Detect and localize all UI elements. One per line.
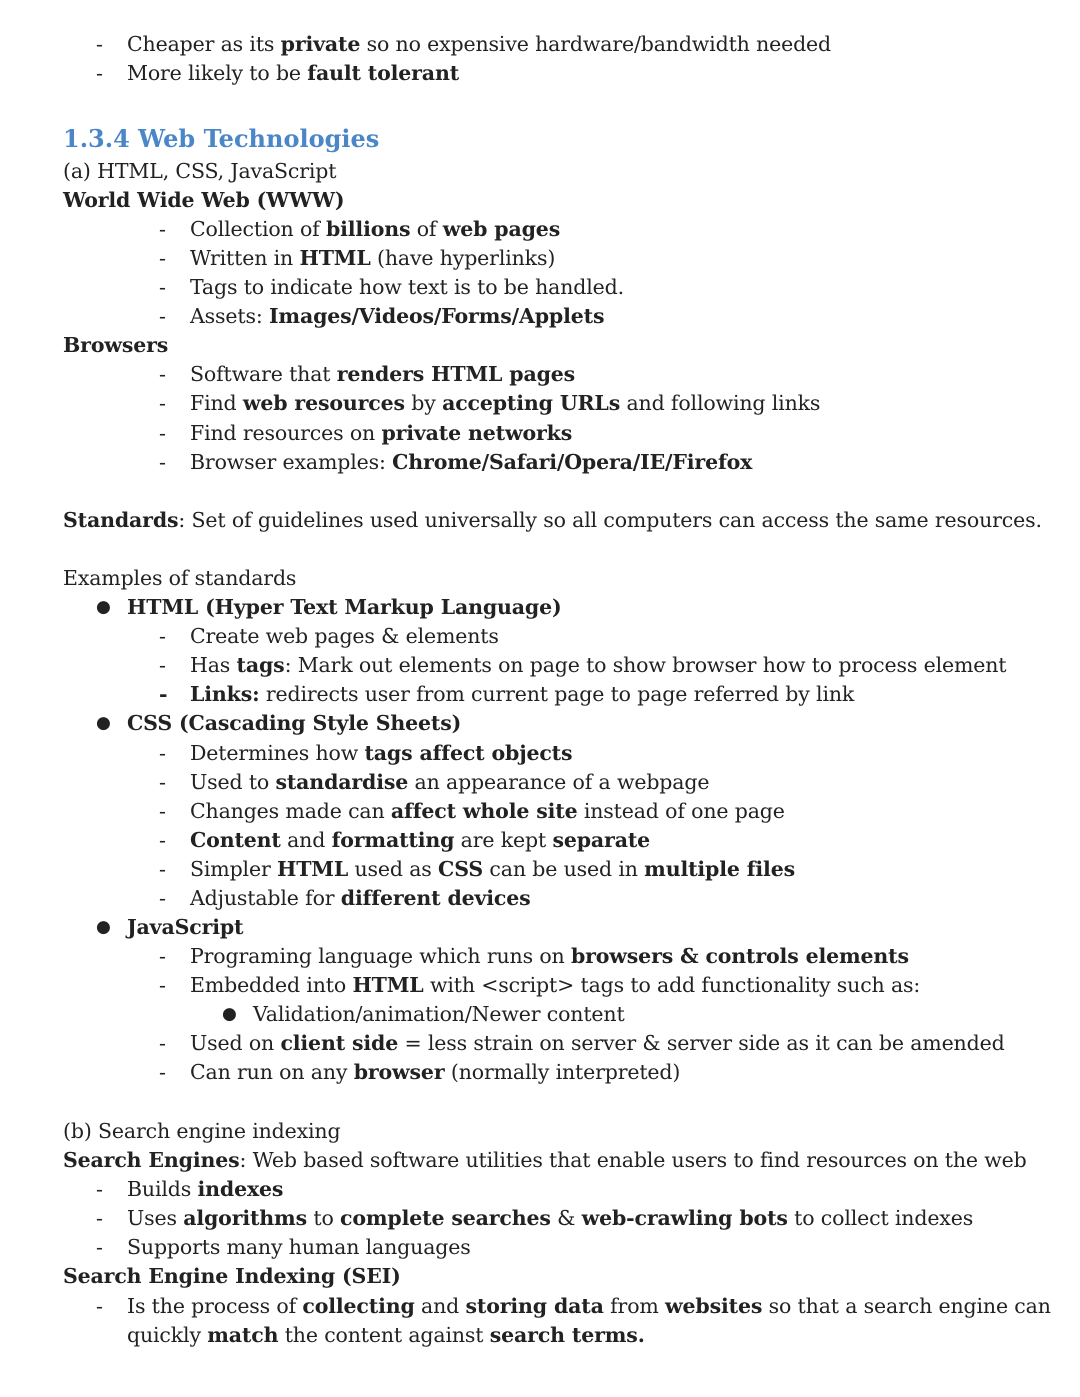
- dash-marker: -: [159, 304, 166, 328]
- dash-marker: -: [159, 450, 166, 474]
- bold-text: different devices: [340, 886, 531, 910]
- bold-text: private networks: [381, 421, 573, 445]
- text-segment: with <script> tags to add functionality such as:: [423, 973, 921, 997]
- bold-text: browser: [353, 1060, 445, 1084]
- list-item: [190, 768, 709, 797]
- text-line: [63, 506, 1042, 535]
- bold-text: web pages: [442, 217, 561, 241]
- text-line: [63, 1117, 340, 1146]
- bullet-marker: ●: [96, 597, 111, 617]
- bold-text: Browsers: [63, 333, 169, 357]
- text-line: [63, 1262, 401, 1291]
- bold-text: complete searches: [340, 1206, 551, 1230]
- text-segment: so that a search engine can: [762, 1294, 1051, 1318]
- list-item: [127, 593, 562, 622]
- text-segment: Used on: [190, 1031, 281, 1055]
- text-segment: &: [550, 1206, 582, 1230]
- dash-marker: -: [159, 944, 166, 968]
- text-segment: Assets:: [190, 304, 269, 328]
- section-heading: 1.3.4 Web Technologies: [63, 124, 380, 153]
- dash-marker: -: [159, 217, 166, 241]
- text-segment: Determines how: [190, 741, 365, 765]
- list-item: [190, 622, 499, 651]
- bold-text: private: [280, 32, 361, 56]
- dash-marker: -: [159, 857, 166, 881]
- list-item: [190, 215, 560, 244]
- bold-text: standardise: [275, 770, 409, 794]
- dash-marker: -: [96, 61, 103, 85]
- bold-text: algorithms: [183, 1206, 307, 1230]
- text-segment: Can run on any: [190, 1060, 354, 1084]
- list-item: [127, 1292, 1051, 1321]
- text-segment: Has: [190, 653, 237, 677]
- list-item: [127, 913, 243, 942]
- bold-text: JavaScript: [127, 915, 244, 939]
- text-segment: the content against: [278, 1323, 490, 1347]
- dash-marker: -: [159, 1060, 166, 1084]
- bold-text: tags: [236, 653, 285, 677]
- text-segment: (b) Search engine indexing: [63, 1119, 341, 1143]
- bold-text: Content: [190, 828, 281, 852]
- list-item: [190, 855, 795, 884]
- text-segment: Changes made can: [190, 799, 391, 823]
- bold-text: client side: [280, 1031, 399, 1055]
- dash-marker: -: [159, 624, 166, 648]
- bold-text: browsers & controls elements: [570, 944, 909, 968]
- text-line: [63, 157, 336, 186]
- bold-text: fault tolerant: [307, 61, 460, 85]
- bold-text: web resources: [242, 391, 405, 415]
- list-item: [127, 59, 459, 88]
- list-item: [190, 273, 624, 302]
- text-segment: Find resources on: [190, 421, 382, 445]
- text-line: [63, 1146, 1027, 1175]
- text-segment: Validation/animation/Newer content: [253, 1002, 625, 1026]
- list-item: [190, 942, 909, 971]
- text-segment: Browser examples:: [190, 450, 393, 474]
- text-line: [63, 331, 168, 360]
- bullet-marker: ●: [96, 917, 111, 937]
- text-segment: and: [280, 828, 332, 852]
- text-segment: Programing language which runs on: [190, 944, 571, 968]
- dash-marker: -: [96, 32, 103, 56]
- text-line: [63, 564, 296, 593]
- dash-marker: -: [159, 828, 166, 852]
- bold-text: formatting: [331, 828, 455, 852]
- list-item: [127, 709, 461, 738]
- text-segment: Create web pages & elements: [190, 624, 499, 648]
- text-segment: Collection of: [190, 217, 326, 241]
- list-item: [190, 1058, 680, 1087]
- text-segment: Supports many human languages: [127, 1235, 471, 1259]
- list-item: [190, 1029, 1005, 1058]
- dash-marker: -: [96, 1294, 103, 1318]
- list-item: [253, 1000, 625, 1029]
- list-item: [190, 448, 752, 477]
- list-item: [190, 389, 820, 418]
- list-item: [127, 30, 831, 59]
- text-segment: = less strain on server & server side as it can be amended: [398, 1031, 1005, 1055]
- bold-text: World Wide Web (WWW): [63, 188, 345, 212]
- dash-marker: -: [96, 1177, 103, 1201]
- dash-marker: -: [159, 973, 166, 997]
- bold-text: CSS (Cascading Style Sheets): [127, 711, 462, 735]
- bold-text: Search Engines: [63, 1148, 240, 1172]
- text-segment: Software that: [190, 362, 337, 386]
- bold-text: Chrome/Safari/Opera/IE/Firefox: [392, 450, 753, 474]
- bullet-marker: ●: [96, 713, 111, 733]
- text-segment: so no expensive hardware/bandwidth needed: [360, 32, 832, 56]
- dash-marker: -: [96, 1235, 103, 1259]
- list-item: [190, 971, 920, 1000]
- text-segment: Simpler: [190, 857, 277, 881]
- bold-text: match: [207, 1323, 279, 1347]
- dash-marker: -: [159, 421, 166, 445]
- text-segment: More likely to be: [127, 61, 308, 85]
- list-item: [190, 884, 531, 913]
- text-segment: from: [603, 1294, 666, 1318]
- text-segment: Is the process of: [127, 1294, 303, 1318]
- bold-text: tags affect objects: [364, 741, 573, 765]
- bold-text: accepting URLs: [442, 391, 621, 415]
- text-segment: of: [410, 217, 443, 241]
- list-item: [190, 680, 854, 709]
- text-segment: an appearance of a webpage: [408, 770, 710, 794]
- dash-marker: -: [96, 1206, 103, 1230]
- bold-text: billions: [325, 217, 411, 241]
- dash-marker: -: [159, 275, 166, 299]
- list-item: [190, 244, 555, 273]
- text-segment: instead of one page: [577, 799, 785, 823]
- list-item: [127, 1321, 645, 1350]
- text-segment: used as: [348, 857, 439, 881]
- dash-marker: -: [159, 362, 166, 386]
- text-segment: Uses: [127, 1206, 184, 1230]
- text-segment: and: [414, 1294, 466, 1318]
- bold-text: Links:: [190, 682, 260, 706]
- bold-text: storing data: [465, 1294, 604, 1318]
- text-segment: redirects user from current page to page referred by link: [259, 682, 855, 706]
- bold-text: renders HTML pages: [336, 362, 576, 386]
- text-segment: are kept: [454, 828, 553, 852]
- text-segment: Tags to indicate how text is to be handled.: [190, 275, 624, 299]
- bold-text: HTML: [299, 246, 371, 270]
- list-item: [127, 1233, 471, 1262]
- bold-text: indexes: [197, 1177, 284, 1201]
- text-segment: : Web based software utilities that enable users to find resources on the web: [239, 1148, 1027, 1172]
- text-segment: Find: [190, 391, 243, 415]
- list-item: [190, 797, 785, 826]
- text-segment: Embedded into: [190, 973, 353, 997]
- bold-text: CSS: [438, 857, 484, 881]
- dash-marker: -: [159, 886, 166, 910]
- text-segment: and following links: [620, 391, 821, 415]
- dash-marker: -: [159, 246, 166, 270]
- text-segment: by: [404, 391, 443, 415]
- bold-text: web-crawling bots: [581, 1206, 788, 1230]
- list-item: [190, 360, 575, 389]
- dash-marker: -: [159, 391, 166, 415]
- bold-text: websites: [665, 1294, 763, 1318]
- text-segment: (normally interpreted): [444, 1060, 681, 1084]
- list-item: [127, 1204, 973, 1233]
- text-segment: Written in: [190, 246, 300, 270]
- bold-text: search terms.: [489, 1323, 645, 1347]
- text-line: [63, 186, 344, 215]
- text-segment: to: [307, 1206, 341, 1230]
- bullet-marker: ●: [222, 1004, 237, 1024]
- text-segment: to collect indexes: [787, 1206, 974, 1230]
- bold-text: Standards: [63, 508, 179, 532]
- dash-marker: -: [159, 1031, 166, 1055]
- list-item: [190, 651, 1006, 680]
- bold-text: Images/Videos/Forms/Applets: [268, 304, 605, 328]
- list-item: [190, 302, 604, 331]
- list-item: [190, 826, 650, 855]
- bold-text: HTML (Hyper Text Markup Language): [127, 595, 562, 619]
- list-item: [190, 419, 572, 448]
- dash-marker: -: [159, 653, 166, 677]
- dash-marker: -: [159, 799, 166, 823]
- bold-text: Search Engine Indexing (SEI): [63, 1264, 401, 1288]
- bold-text: HTML: [352, 973, 424, 997]
- bold-text: separate: [552, 828, 651, 852]
- text-segment: (a) HTML, CSS, JavaScript: [63, 159, 337, 183]
- text-segment: Builds: [127, 1177, 198, 1201]
- bold-text: HTML: [276, 857, 349, 881]
- dash-marker: -: [159, 682, 168, 706]
- text-segment: can be used in: [483, 857, 645, 881]
- bold-text: collecting: [302, 1294, 415, 1318]
- text-segment: : Set of guidelines used universally so all computers can access the same resources.: [178, 508, 1042, 532]
- text-segment: quickly: [127, 1323, 208, 1347]
- dash-marker: -: [159, 741, 166, 765]
- text-segment: (have hyperlinks): [370, 246, 556, 270]
- text-segment: Adjustable for: [190, 886, 341, 910]
- text-segment: Cheaper as its: [127, 32, 281, 56]
- text-segment: : Mark out elements on page to show browser how to process element: [284, 653, 1007, 677]
- text-segment: Examples of standards: [63, 566, 297, 590]
- bold-text: multiple files: [644, 857, 795, 881]
- text-segment: Used to: [190, 770, 276, 794]
- dash-marker: -: [159, 770, 166, 794]
- bold-text: affect whole site: [390, 799, 578, 823]
- list-item: [190, 739, 572, 768]
- list-item: [127, 1175, 283, 1204]
